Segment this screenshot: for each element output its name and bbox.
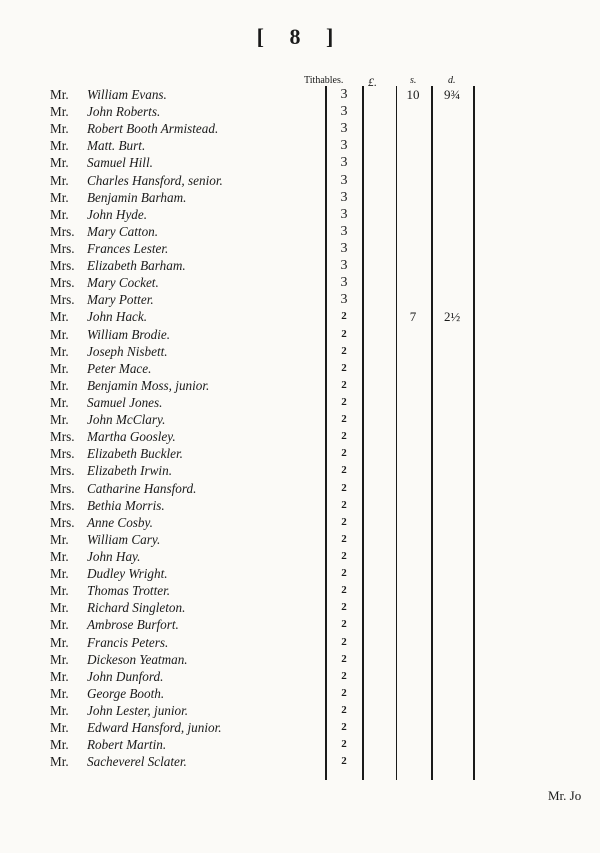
entry-title: Mr. — [50, 685, 69, 701]
entry-name: John Roberts. — [87, 104, 161, 120]
entry-tithables: 2 — [341, 584, 347, 597]
entry-tithables: 3 — [340, 292, 348, 308]
list-item — [0, 172, 600, 189]
list-item — [0, 651, 600, 668]
entry-title: Mr. — [50, 668, 69, 684]
list-item — [0, 223, 600, 240]
entry-name: Benjamin Moss, junior. — [87, 377, 210, 393]
entry-name: Catharine Hansford. — [87, 480, 197, 496]
list-item — [0, 736, 600, 753]
list-item — [0, 120, 600, 137]
list-item — [0, 326, 600, 343]
entry-name: William Evans. — [87, 87, 167, 102]
entry-tithables: 2 — [341, 755, 347, 768]
entry-tithables: 3 — [340, 189, 348, 205]
list-item — [0, 462, 600, 479]
entry-tithables: 3 — [340, 240, 348, 256]
list-item — [0, 308, 600, 325]
entry-title: Mrs. — [50, 497, 75, 513]
entry-title: Mrs. — [50, 240, 75, 256]
entry-tithables: 3 — [340, 172, 348, 188]
entry-name: Ambrose Burfort. — [87, 617, 179, 633]
entry-title: Mrs. — [50, 446, 75, 462]
entry-title: Mr. — [50, 155, 69, 171]
entry-title: Mr. — [50, 412, 69, 428]
entry-title: Mr. — [50, 720, 69, 736]
entry-name: Samuel Jones. — [87, 394, 163, 410]
tithables-list — [0, 86, 600, 770]
entry-tithables: 2 — [341, 310, 347, 323]
entry-tithables: 3 — [340, 223, 348, 239]
entry-shillings: 10 — [406, 87, 420, 102]
list-item — [0, 86, 600, 103]
entry-name: Elizabeth Barham. — [87, 258, 186, 274]
entry-name: Samuel Hill. — [87, 155, 153, 171]
list-item — [0, 668, 600, 685]
entry-title: Mr. — [50, 531, 69, 547]
entry-name: Peter Mace. — [87, 360, 152, 376]
entry-title: Mrs. — [50, 480, 75, 496]
entry-name: Sacheverel Sclater. — [87, 754, 187, 770]
list-item — [0, 291, 600, 308]
entry-tithables: 2 — [341, 721, 347, 734]
page-number: [ 8 ] — [256, 24, 344, 49]
entry-name: Dickeson Yeatman. — [87, 651, 188, 667]
entry-name: George Booth. — [87, 685, 165, 701]
entry-title: Mrs. — [50, 223, 75, 239]
entry-tithables: 2 — [341, 498, 347, 511]
list-item — [0, 565, 600, 582]
entry-title: Mr. — [50, 360, 69, 376]
entry-tithables: 2 — [341, 652, 347, 665]
entry-title: Mr. — [50, 566, 69, 582]
list-item — [0, 582, 600, 599]
entry-title: Mr. — [50, 87, 69, 102]
entry-pence: 2½ — [444, 309, 461, 325]
list-item — [0, 137, 600, 154]
entry-tithables: 3 — [340, 275, 348, 291]
entry-title: Mr. — [50, 600, 69, 616]
list-item — [0, 394, 600, 411]
entry-name: Benjamin Barham. — [87, 189, 187, 205]
entry-title: Mrs. — [50, 258, 75, 274]
entry-tithables: 2 — [341, 378, 347, 391]
list-item — [0, 548, 600, 565]
entry-tithables: 2 — [341, 361, 347, 374]
entry-title: Mrs. — [50, 429, 75, 445]
entry-tithables: 3 — [340, 206, 348, 222]
entry-tithables: 2 — [341, 567, 347, 580]
entry-title: Mr. — [50, 702, 69, 718]
column-header-tithables: Tithables. — [304, 75, 344, 86]
entry-tithables: 2 — [341, 669, 347, 682]
entry-tithables: 2 — [341, 635, 347, 648]
entry-name: Mary Potter. — [87, 292, 154, 308]
entry-name: Joseph Nisbett. — [87, 343, 168, 359]
entry-name: Francis Peters. — [87, 634, 169, 650]
entry-tithables: 2 — [341, 481, 347, 494]
entry-title: Mr. — [50, 737, 69, 753]
entry-tithables: 2 — [341, 430, 347, 443]
entry-name: Mary Cocket. — [87, 275, 159, 291]
entry-tithables: 2 — [341, 532, 347, 545]
entry-tithables: 2 — [341, 738, 347, 751]
entry-name: Mary Catton. — [87, 223, 159, 239]
entry-title: Mr. — [50, 754, 69, 770]
entry-tithables: 3 — [340, 258, 348, 274]
entry-tithables: 2 — [341, 344, 347, 357]
entry-name: Robert Martin. — [87, 737, 167, 753]
entry-title: Mrs. — [50, 514, 75, 530]
entry-name: Frances Lester. — [87, 240, 169, 256]
entry-name: John Hack. — [87, 309, 148, 325]
entry-name: John McClary. — [87, 412, 166, 428]
entry-tithables: 3 — [340, 155, 348, 171]
entry-name: Matt. Burt. — [87, 138, 146, 154]
list-item — [0, 616, 600, 633]
entry-tithables: 2 — [341, 395, 347, 408]
entry-title: Mr. — [50, 394, 69, 410]
entry-title: Mr. — [50, 309, 69, 325]
list-item — [0, 428, 600, 445]
entry-title: Mr. — [50, 206, 69, 222]
entry-title: Mr. — [50, 172, 69, 188]
entry-title: Mrs. — [50, 275, 75, 291]
list-item — [0, 634, 600, 651]
entry-title: Mr. — [50, 548, 69, 564]
entry-tithables: 2 — [341, 515, 347, 528]
entry-tithables: 2 — [341, 413, 347, 426]
entry-tithables: 3 — [340, 121, 348, 137]
entry-title: Mrs. — [50, 292, 75, 308]
entry-tithables: 2 — [341, 703, 347, 716]
entry-tithables: 2 — [341, 601, 347, 614]
list-item — [0, 206, 600, 223]
list-item — [0, 753, 600, 770]
entry-tithables: 3 — [340, 104, 348, 120]
entry-tithables: 2 — [341, 464, 347, 477]
entry-name: Edward Hansford, junior. — [87, 720, 222, 736]
entry-name: Charles Hansford, senior. — [87, 172, 223, 188]
entry-tithables: 2 — [341, 686, 347, 699]
entry-name: Elizabeth Buckler. — [87, 446, 183, 462]
entry-title: Mr. — [50, 121, 69, 137]
column-header-pence: d. — [448, 75, 456, 86]
entry-title: Mr. — [50, 377, 69, 393]
entry-name: John Dunford. — [87, 668, 164, 684]
entry-title: Mr. — [50, 326, 69, 342]
entry-title: Mr. — [50, 343, 69, 359]
list-item — [0, 599, 600, 616]
entry-name: John Hyde. — [87, 206, 148, 222]
entry-pence: 9¾ — [444, 87, 461, 102]
list-item — [0, 702, 600, 719]
entry-title: Mr. — [50, 104, 69, 120]
list-item — [0, 480, 600, 497]
entry-title: Mr. — [50, 189, 69, 205]
entry-name: William Brodie. — [87, 326, 171, 342]
entry-tithables: 3 — [340, 138, 348, 154]
list-item — [0, 497, 600, 514]
list-item — [0, 685, 600, 702]
list-item — [0, 377, 600, 394]
entry-name: Robert Booth Armistead. — [87, 121, 219, 137]
entry-title: Mr. — [50, 634, 69, 650]
list-item — [0, 514, 600, 531]
list-item — [0, 411, 600, 428]
entry-title: Mr. — [50, 617, 69, 633]
list-item — [0, 360, 600, 377]
list-item — [0, 189, 600, 206]
list-item — [0, 274, 600, 291]
entry-name: William Cary. — [87, 531, 161, 547]
list-item — [0, 154, 600, 171]
entry-name: John Lester, junior. — [87, 702, 189, 718]
list-item — [0, 531, 600, 548]
column-header-shillings: s. — [410, 75, 417, 86]
list-item — [0, 257, 600, 274]
entry-title: Mr. — [50, 651, 69, 667]
list-item — [0, 240, 600, 257]
entry-name: Bethia Morris. — [87, 497, 165, 513]
entry-name: Martha Goosley. — [87, 429, 176, 445]
entry-tithables: 2 — [341, 447, 347, 460]
entry-title: Mr. — [50, 583, 69, 599]
entry-shillings: 7 — [409, 309, 417, 325]
entry-tithables: 2 — [341, 618, 347, 631]
entry-title: Mr. — [50, 138, 69, 154]
entry-name: John Hay. — [87, 548, 141, 564]
entry-title: Mrs. — [50, 463, 75, 479]
entry-tithables: 2 — [341, 549, 347, 562]
entry-tithables: 2 — [341, 327, 347, 340]
list-item — [0, 719, 600, 736]
entry-name: Richard Singleton. — [87, 600, 186, 616]
list-item — [0, 343, 600, 360]
list-item — [0, 103, 600, 120]
entry-name: Thomas Trotter. — [87, 583, 171, 599]
column-header-pounds: £. — [368, 75, 377, 89]
entry-name: Elizabeth Irwin. — [87, 463, 172, 479]
entry-name: Dudley Wright. — [87, 566, 168, 582]
entry-name: Anne Cosby. — [87, 514, 153, 530]
list-item — [0, 445, 600, 462]
entry-tithables: 3 — [340, 87, 348, 102]
catchword: Mr. Jo — [548, 788, 582, 803]
